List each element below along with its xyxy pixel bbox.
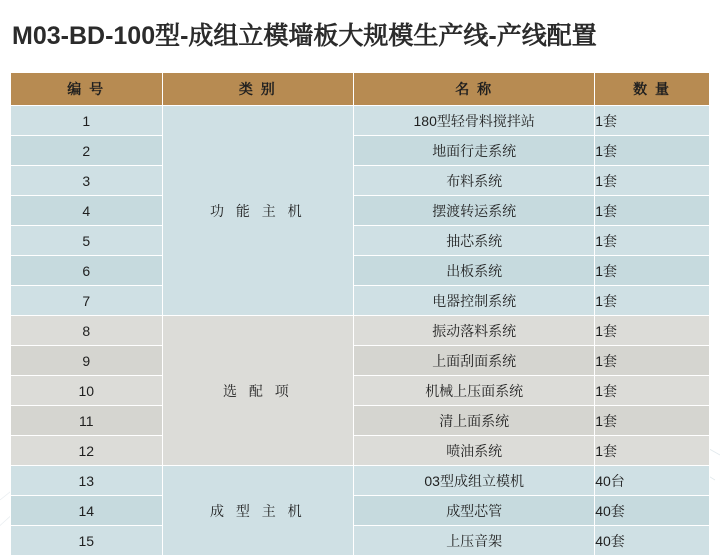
cell-quantity: 1套 <box>595 136 710 166</box>
cell-no: 5 <box>11 226 163 256</box>
cell-no: 3 <box>11 166 163 196</box>
table-row <box>11 166 710 196</box>
column-header-category: 类 别 <box>162 73 354 106</box>
cell-no: 13 <box>11 466 163 496</box>
cell-quantity: 1套 <box>595 256 710 286</box>
cell-quantity: 1套 <box>595 316 710 346</box>
cell-name: 机械上压面系统 <box>354 376 595 406</box>
cell-quantity: 1套 <box>595 436 710 466</box>
cell-name: 布料系统 <box>354 166 595 196</box>
cell-no: 15 <box>11 526 163 556</box>
cell-quantity: 1套 <box>595 406 710 436</box>
cell-name: 抽芯系统 <box>354 226 595 256</box>
table-row <box>11 106 710 136</box>
cell-no: 4 <box>11 196 163 226</box>
table-row <box>11 226 710 256</box>
table-row <box>11 346 710 376</box>
table-row <box>11 256 710 286</box>
cell-name: 上面刮面系统 <box>354 346 595 376</box>
product-configuration-table <box>10 72 710 556</box>
cell-category: 选 配 项 <box>162 316 354 466</box>
cell-no: 11 <box>11 406 163 436</box>
table-header <box>11 73 710 106</box>
cell-quantity: 1套 <box>595 196 710 226</box>
cell-name: 180型轻骨料搅拌站 <box>354 106 595 136</box>
cell-name: 电器控制系统 <box>354 286 595 316</box>
table-row <box>11 136 710 166</box>
cell-name: 喷油系统 <box>354 436 595 466</box>
cell-name: 摆渡转运系统 <box>354 196 595 226</box>
table-row <box>11 496 710 526</box>
cell-name: 振动落料系统 <box>354 316 595 346</box>
cell-no: 1 <box>11 106 163 136</box>
column-header-quantity: 数 量 <box>595 73 710 106</box>
cell-no: 7 <box>11 286 163 316</box>
cell-no: 2 <box>11 136 163 166</box>
column-header-no: 编 号 <box>11 73 163 106</box>
cell-quantity: 1套 <box>595 286 710 316</box>
table-row <box>11 466 710 496</box>
cell-name: 03型成组立模机 <box>354 466 595 496</box>
cell-no: 14 <box>11 496 163 526</box>
cell-quantity: 1套 <box>595 346 710 376</box>
cell-quantity: 1套 <box>595 226 710 256</box>
table-row <box>11 526 710 556</box>
cell-name: 地面行走系统 <box>354 136 595 166</box>
table-body <box>11 106 710 556</box>
cell-category: 功 能 主 机 <box>162 106 354 316</box>
table-row <box>11 376 710 406</box>
cell-quantity: 40套 <box>595 496 710 526</box>
cell-quantity: 1套 <box>595 376 710 406</box>
cell-no: 10 <box>11 376 163 406</box>
table-row <box>11 406 710 436</box>
cell-quantity: 1套 <box>595 106 710 136</box>
column-header-name: 名 称 <box>354 73 595 106</box>
cell-name: 清上面系统 <box>354 406 595 436</box>
table-row <box>11 316 710 346</box>
cell-quantity: 40套 <box>595 526 710 556</box>
cell-no: 6 <box>11 256 163 286</box>
cell-quantity: 40台 <box>595 466 710 496</box>
table-row <box>11 286 710 316</box>
cell-quantity: 1套 <box>595 166 710 196</box>
cell-no: 12 <box>11 436 163 466</box>
table-row <box>11 196 710 226</box>
cell-name: 成型芯管 <box>354 496 595 526</box>
page-title: M03-BD-100型-成组立模墙板大规模生产线-产线配置 <box>12 22 597 50</box>
table-header-row <box>11 73 710 106</box>
cell-no: 8 <box>11 316 163 346</box>
cell-name: 上压音架 <box>354 526 595 556</box>
cell-name: 出板系统 <box>354 256 595 286</box>
cell-category: 成 型 主 机 <box>162 466 354 556</box>
cell-no: 9 <box>11 346 163 376</box>
table-row <box>11 436 710 466</box>
